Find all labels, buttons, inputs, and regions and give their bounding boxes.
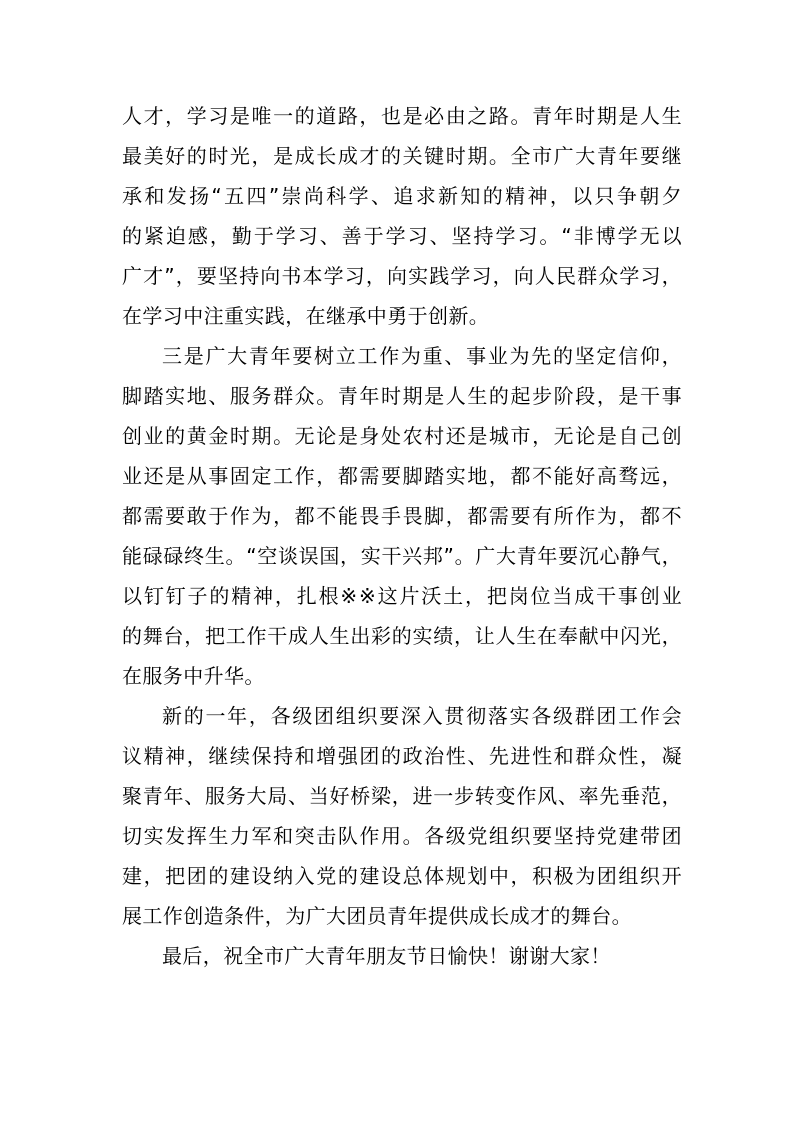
paragraph-line: 的紧迫感，勤于学习、善于学习、坚持学习。“非博学无以 [122, 224, 682, 248]
document-body [122, 96, 682, 976]
paragraph-line: 最后，祝全市广大青年朋友节日愉快！谢谢大家！ [162, 944, 611, 968]
paragraph-line: 承和发扬“五四”崇尚科学、追求新知的精神，以只争朝夕 [122, 184, 682, 208]
paragraph-line: 人才，学习是唯一的道路，也是必由之路。青年时期是人生 [122, 104, 682, 128]
paragraph-line: 最美好的时光，是成长成才的关键时期。全市广大青年要继 [122, 144, 682, 168]
paragraph-line: 切实发挥生力军和突击队作用。各级党组织要坚持党建带团 [122, 824, 682, 848]
paragraph-line: 在学习中注重实践，在继承中勇于创新。 [122, 304, 490, 328]
paragraph-line: 建，把团的建设纳入党的建设总体规划中，积极为团组织开 [122, 864, 682, 888]
paragraph-line: 业还是从事固定工作，都需要脚踏实地，都不能好高骛远， [122, 464, 682, 488]
paragraph-line: 广才”，要坚持向书本学习，向实践学习，向人民群众学习， [122, 264, 682, 288]
paragraph-line: 创业的黄金时期。无论是身处农村还是城市，无论是自己创 [122, 424, 682, 448]
paragraph-line: 三是广大青年要树立工作为重、事业为先的坚定信仰， [162, 344, 682, 368]
paragraph-line: 以钉钉子的精神，扎根※※这片沃土，把岗位当成干事创业 [122, 584, 682, 608]
paragraph-line: 议精神，继续保持和增强团的政治性、先进性和群众性，凝 [122, 744, 682, 768]
paragraph-line: 脚踏实地、服务群众。青年时期是人生的起步阶段，是干事 [122, 384, 682, 408]
paragraph-line: 新的一年，各级团组织要深入贯彻落实各级群团工作会 [162, 704, 682, 728]
paragraph-line: 都需要敢于作为，都不能畏手畏脚，都需要有所作为，都不 [122, 504, 682, 528]
paragraph-line: 的舞台，把工作干成人生出彩的实绩，让人生在奉献中闪光， [122, 624, 682, 648]
paragraph-line: 在服务中升华。 [122, 664, 265, 688]
paragraph-line: 展工作创造条件，为广大团员青年提供成长成才的舞台。 [122, 904, 632, 928]
paragraph-line: 聚青年、服务大局、当好桥梁，进一步转变作风、率先垂范， [122, 784, 682, 808]
paragraph-line: 能碌碌终生。“空谈误国，实干兴邦”。广大青年要沉心静气， [122, 544, 682, 568]
